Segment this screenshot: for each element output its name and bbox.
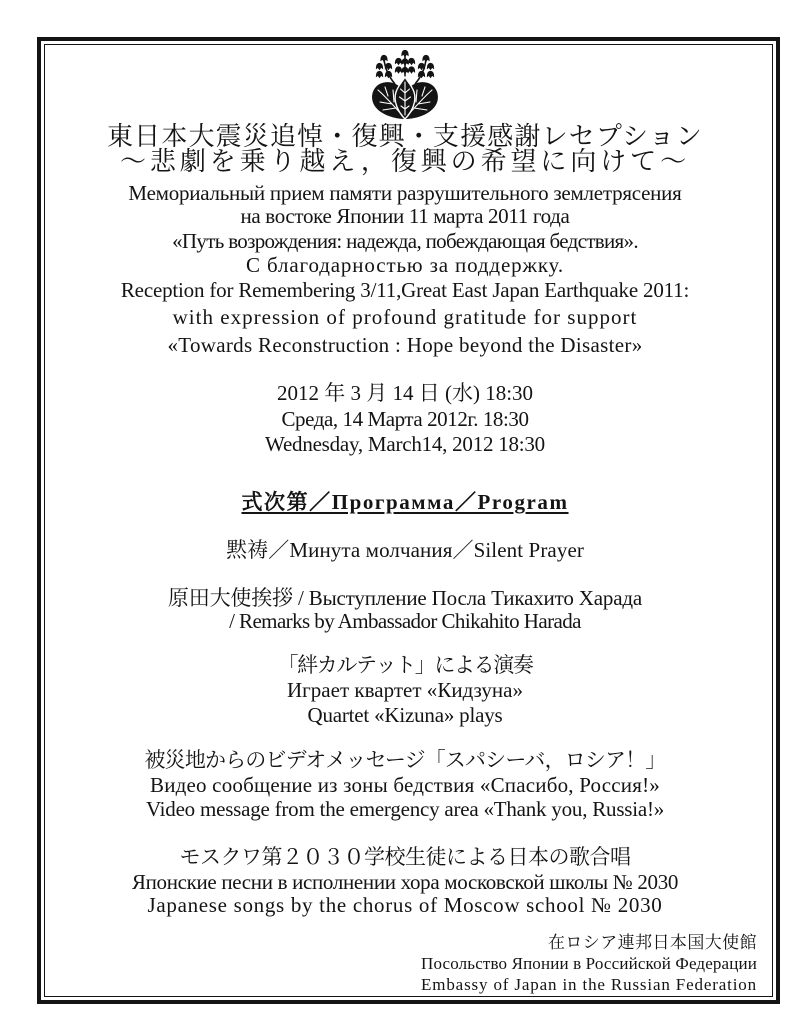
crest-flower [427,71,434,78]
crest-flower [427,63,434,70]
program-item-songs-line-2: Японские песни в исполнении хора московской школы № 2030 [131,870,679,894]
date-en: Wednesday, March14, 2012 18:30 [265,432,545,456]
program-item-remarks-line-2: / Remarks by Ambassador Chikahito Harada [229,609,581,633]
program-item-video-line-1: 被災地からのビデオメッセージ「スパシーバ，ロシア！」 [144,748,666,772]
date-ja: 2012 年 3 月 14 日 (水) 18:30 [276,381,534,405]
program-item-quartet-line-3: Quartet «Kizuna» plays [307,703,503,727]
title-en-line-3: «Towards Reconstruction : Hope beyond the Disaster» [167,333,643,357]
paulownia-crest-icon [370,49,440,121]
crest-flower [395,58,402,65]
program-item-quartet-line-1: 「絆カルテット」による演奏 [277,653,533,677]
embassy-signature-ja: 在ロシア連邦日本国大使館 [547,933,757,952]
crest-flower [385,71,392,78]
crest-flower [408,58,415,65]
title-ja-line-1: 東日本大震災追悼・復興・支援感謝レセプション [107,122,703,151]
crest-leaves [372,77,438,119]
program-item-songs-line-3: Japanese songs by the chorus of Moscow school № 2030 [147,893,663,917]
program-item-silent-prayer: 黙祷／Минута молчания／Silent Prayer [226,538,584,562]
title-ru-line-3: «Путь возрождения: надежда, побеждающая бедствия». [172,229,638,253]
program-item-video-line-3: Video message from the emergency area «Thank you, Russia!» [145,797,665,821]
crest-flower [408,66,415,73]
crest-flower [401,50,408,57]
embassy-signature-ru: Посольство Японии в Российской Федерации [421,954,757,973]
program-item-quartet-line-2: Играет квартет «Кидзуна» [287,678,523,702]
title-ru-line-4: С благодарностью за поддержку. [245,253,565,277]
crest-flower [401,58,408,65]
program-item-songs-line-1: モスクワ第２０３０学校生徒による日本の歌合唱 [179,845,631,869]
embassy-signature-en: Embassy of Japan in the Russian Federation [421,975,757,994]
program-heading: 式次第／Программа／Program [241,490,569,514]
title-en-line-2: with expression of profound gratitude for support [172,305,638,329]
crest-flower [422,55,429,62]
date-ru: Среда, 14 Марта 2012г. 18:30 [281,407,529,431]
crest-flower [376,63,383,70]
program-item-video-line-2: Видео сообщение из зоны бедствия «Спасибо, Россия!» [149,773,661,797]
crest-flower [395,66,402,73]
crest-flower [418,71,425,78]
title-en-line-1: Reception for Remembering 3/11,Great East Japan Earthquake 2011: [120,278,690,302]
program-item-remarks-line-1: 原田大使挨拶 / Выступление Посла Тикахито Харада [167,586,643,610]
crest-flower [376,71,383,78]
title-ru-line-2: на востоке Японии 11 марта 2011 года [240,204,570,228]
title-ru-line-1: Мемориальный прием памяти разрушительного землетрясения [128,181,682,205]
crest-flower [401,67,408,74]
title-ja-line-2: ～悲劇を乗り越え，復興の希望に向けて～ [119,147,691,176]
crest-flower [380,55,387,62]
